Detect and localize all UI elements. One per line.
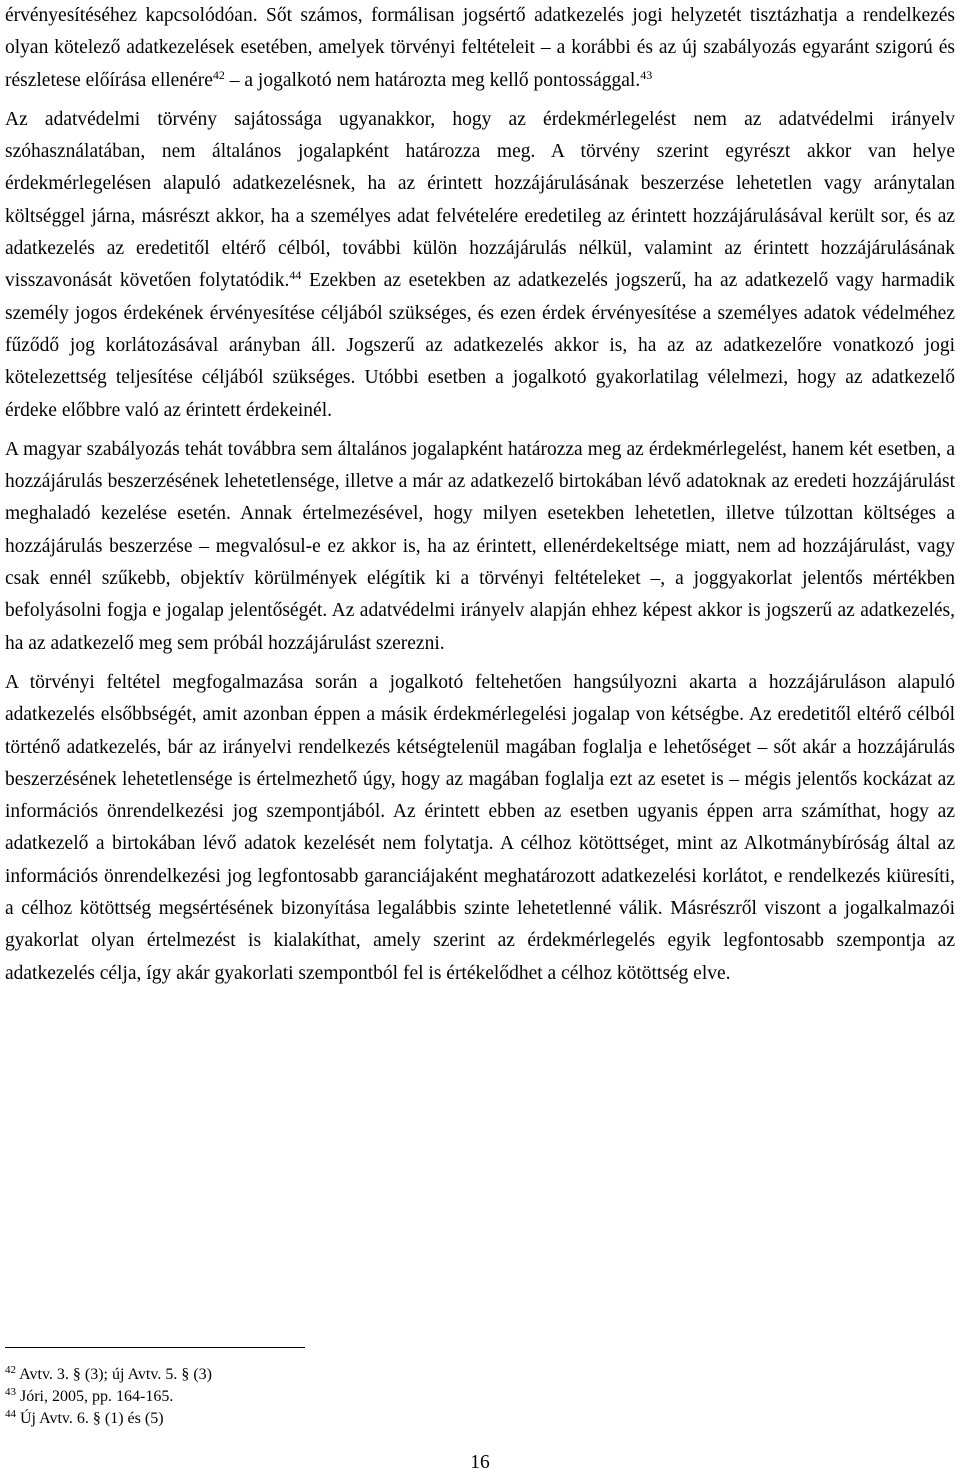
page-number: 16	[470, 1452, 490, 1473]
footnote-44	[5, 1408, 212, 1430]
paragraph-2-text-b: Ezekben az esetekben az adatkezelés jogszerű, ha az adatkezelő vagy harmadik személy jogos érdekének érvényesítése céljából szükséges, és ezen érdek érvényesítése a személyes adatok védelméhez fűződő jog korlátozásával arányban áll. Jogszerű az adatkezelés akkor is, ha az az adatkezelőre vonatkozó jogi kötelezettség teljesítése céljából szükséges. Utóbbi esetben a jogalkotó gyakorlatilag vélelmezi, hogy az adatkezelő érdeke előbbre való az érintett érdekeinél.	[5, 270, 955, 421]
document-body	[5, 0, 955, 990]
footnotes	[5, 1364, 212, 1430]
paragraph-2-text-a: Az adatvédelmi törvény sajátossága ugyanakkor, hogy az érdekmérlegelést nem az adatvédelmi irányelv szóhasználatában, nem általános jogalapként határozza meg. A törvény szerint egyrészt akkor van helye érdekmérlegelésen alapuló adatkezelésnek, ha az érintett hozzájárulásának beszerzése lehetetlen vagy aránytalan költséggel járna, másrészt akkor, ha a személyes adat felvételére eredetileg az érintett hozzájárulásával került sor, és az adatkezelés az eredetitől eltérő célból, további külön hozzájárulás nélkül, valamint az érintett hozzájárulásának visszavonását követően folytatódik.	[5, 108, 955, 292]
footnote-number: 44	[5, 1408, 16, 1420]
paragraph-1	[5, 0, 955, 97]
paragraph-3: A magyar szabályozás tehát továbbra sem általános jogalapként határozza meg az érdekmérlegelést, hanem két esetben, a hozzájárulás beszerzésének lehetetlensége, illetve a már az adatkezelő birtokában lévő adatoknak az eredeti hozzájárulást meghaladó kezelése esetén. Annak értelmezésével, hogy milyen esetekben lehetetlen, illetve túlzottan költséges a hozzájárulás beszerzése – megvalósul-e ez akkor is, ha az érintett, ellenérdekeltsége miatt, nem ad hozzájárulást, vagy csak ennél szűkebb, objektív körülmények elégítik ki a törvényi feltételeket –, a joggyakorlat jelentős mértékben befolyásolni fogja e jogalap jelentőségét. Az adatvédelmi irányelv alapján ehhez képest akkor is jogszerű az adatkezelés, ha az adatkezelő meg sem próbál hozzájárulást szerezni.	[5, 438, 955, 654]
footnote-separator	[5, 1347, 305, 1348]
paragraph-1-text-a: érvényesítéséhez kapcsolódóan. Sőt számos, formálisan jogsértő adatkezelés jogi helyzetét tisztázhatja a rendelkezés olyan kötelező adatkezelések esetében, amelyek törvényi feltételeit – a korábbi és az új szabályozás egyaránt szigorú és részletese előírása ellenére	[5, 5, 955, 91]
paragraph-4: A törvényi feltétel megfogalmazása során a jogalkotó feltehetően hangsúlyozni akarta a hozzájáruláson alapuló adatkezelés elsőbbségét, amit azonban éppen a másik érdekmérlegelési jogalap von kétségbe. Az eredetitől eltérő célból történő adatkezelés, bár az irányelvi rendelkezés kétségtelenül magában foglalja e lehetőséget – sőt akár a hozzájárulás beszerzésének lehetetlensége is értelmezhető úgy, hogy az magában foglalja ezt az esetet is – mégis jelentős kockázat az információs önrendelkezési jog szempontjából. Az érintett ebben az esetben ugyanis éppen arra számíthat, hogy az adatkezelő a birtokában lévő adatok kezelését nem folytatja. A célhoz kötöttséget, mint az Alkotmánybíróság által az információs önrendelkezési jog legfontosabb garanciájaként meghatározott adatkezelési korlátot, e rendelkezés kiüresíti, a célhoz kötöttség megsértésének bizonyítása legalábbis szinte lehetetlenné válik. Másrészről viszont a jogalkalmazói gyakorlat olyan értelmezést is kialakíthat, amely szerint az érdekmérlegelés egyik legfontosabb szempontja az adatkezelés célja, így akár gyakorlati szempontból fel is értékelődhet a célhoz kötöttség elve.	[5, 671, 955, 984]
paragraph-1-text-b: – a jogalkotó nem határozta meg kellő pontossággal.	[224, 69, 641, 91]
footnote-ref-42[interactable]: 42	[212, 67, 225, 82]
footnote-42	[5, 1364, 212, 1386]
footnote-text: Jóri, 2005, pp. 164-165.	[20, 1388, 174, 1405]
footnote-ref-43[interactable]: 43	[640, 67, 653, 82]
footnote-text: Új Avtv. 6. § (1) és (5)	[20, 1410, 164, 1427]
footnote-43	[5, 1386, 212, 1408]
footnote-ref-44[interactable]: 44	[289, 268, 302, 283]
footnote-number: 43	[5, 1386, 16, 1398]
footnote-number: 42	[5, 1364, 16, 1376]
footnote-text: Avtv. 3. § (3); új Avtv. 5. § (3)	[19, 1366, 212, 1383]
paragraph-2	[5, 104, 955, 427]
